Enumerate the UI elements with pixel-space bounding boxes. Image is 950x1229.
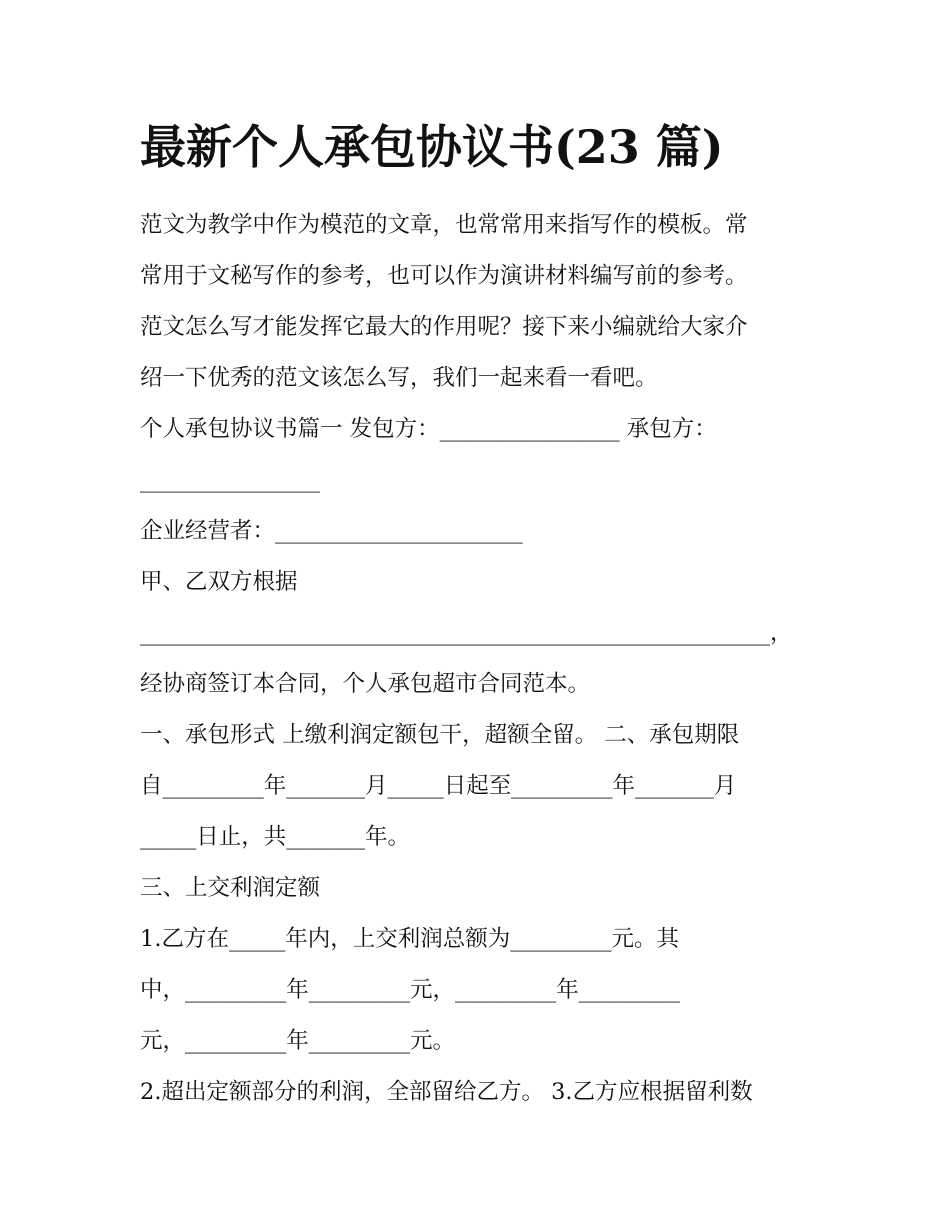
paragraph-line: 企业经营者：______________________ [140, 518, 523, 544]
paragraph-line: 经协商签订本合同，个人承包超市合同范本。 [140, 671, 591, 697]
paragraph-line: 2.超出定额部分的利润，全部留给乙方。 3.乙方应根据留利数 [140, 1079, 753, 1105]
paragraph-line: 范文怎么写才能发挥它最大的作用呢？接下来小编就给大家介 [140, 314, 748, 340]
paragraph-line: 一、承包形式 上缴利润定额包干，超额全留。 二、承包期限 [140, 722, 740, 748]
paragraph-line: _____日止，共_______年。 [140, 824, 411, 850]
paragraph-line: ________________________________________________________， [140, 620, 793, 646]
document-title: 最新个人承包协议书(23 篇) [140, 120, 724, 174]
paragraph-line: 常用于文秘写作的参考，也可以作为演讲材料编写前的参考。 [140, 263, 748, 289]
paragraph-line: 中，_________年_________元，_________年_________ [140, 977, 681, 1003]
document-body [140, 200, 820, 1118]
paragraph-line: 甲、乙双方根据 [140, 569, 298, 595]
paragraph-line: 三、上交利润定额 [140, 875, 321, 901]
paragraph-line: 范文为教学中作为模范的文章，也常常用来指写作的模板。常 [140, 212, 748, 238]
paragraph-line: 1.乙方在_____年内，上交利润总额为_________元。其 [140, 926, 679, 952]
paragraph-line: 绍一下优秀的范文该怎么写，我们一起来看一看吧。 [140, 365, 658, 391]
paragraph-line: 自_________年_______月_____日起至_________年_______月 [140, 773, 737, 799]
paragraph-line: 个人承包协议书篇一 发包方：________________ 承包方： [140, 416, 717, 442]
paragraph-line: ________________ [140, 467, 320, 493]
paragraph-line: 元，_________年_________元。 [140, 1028, 456, 1054]
